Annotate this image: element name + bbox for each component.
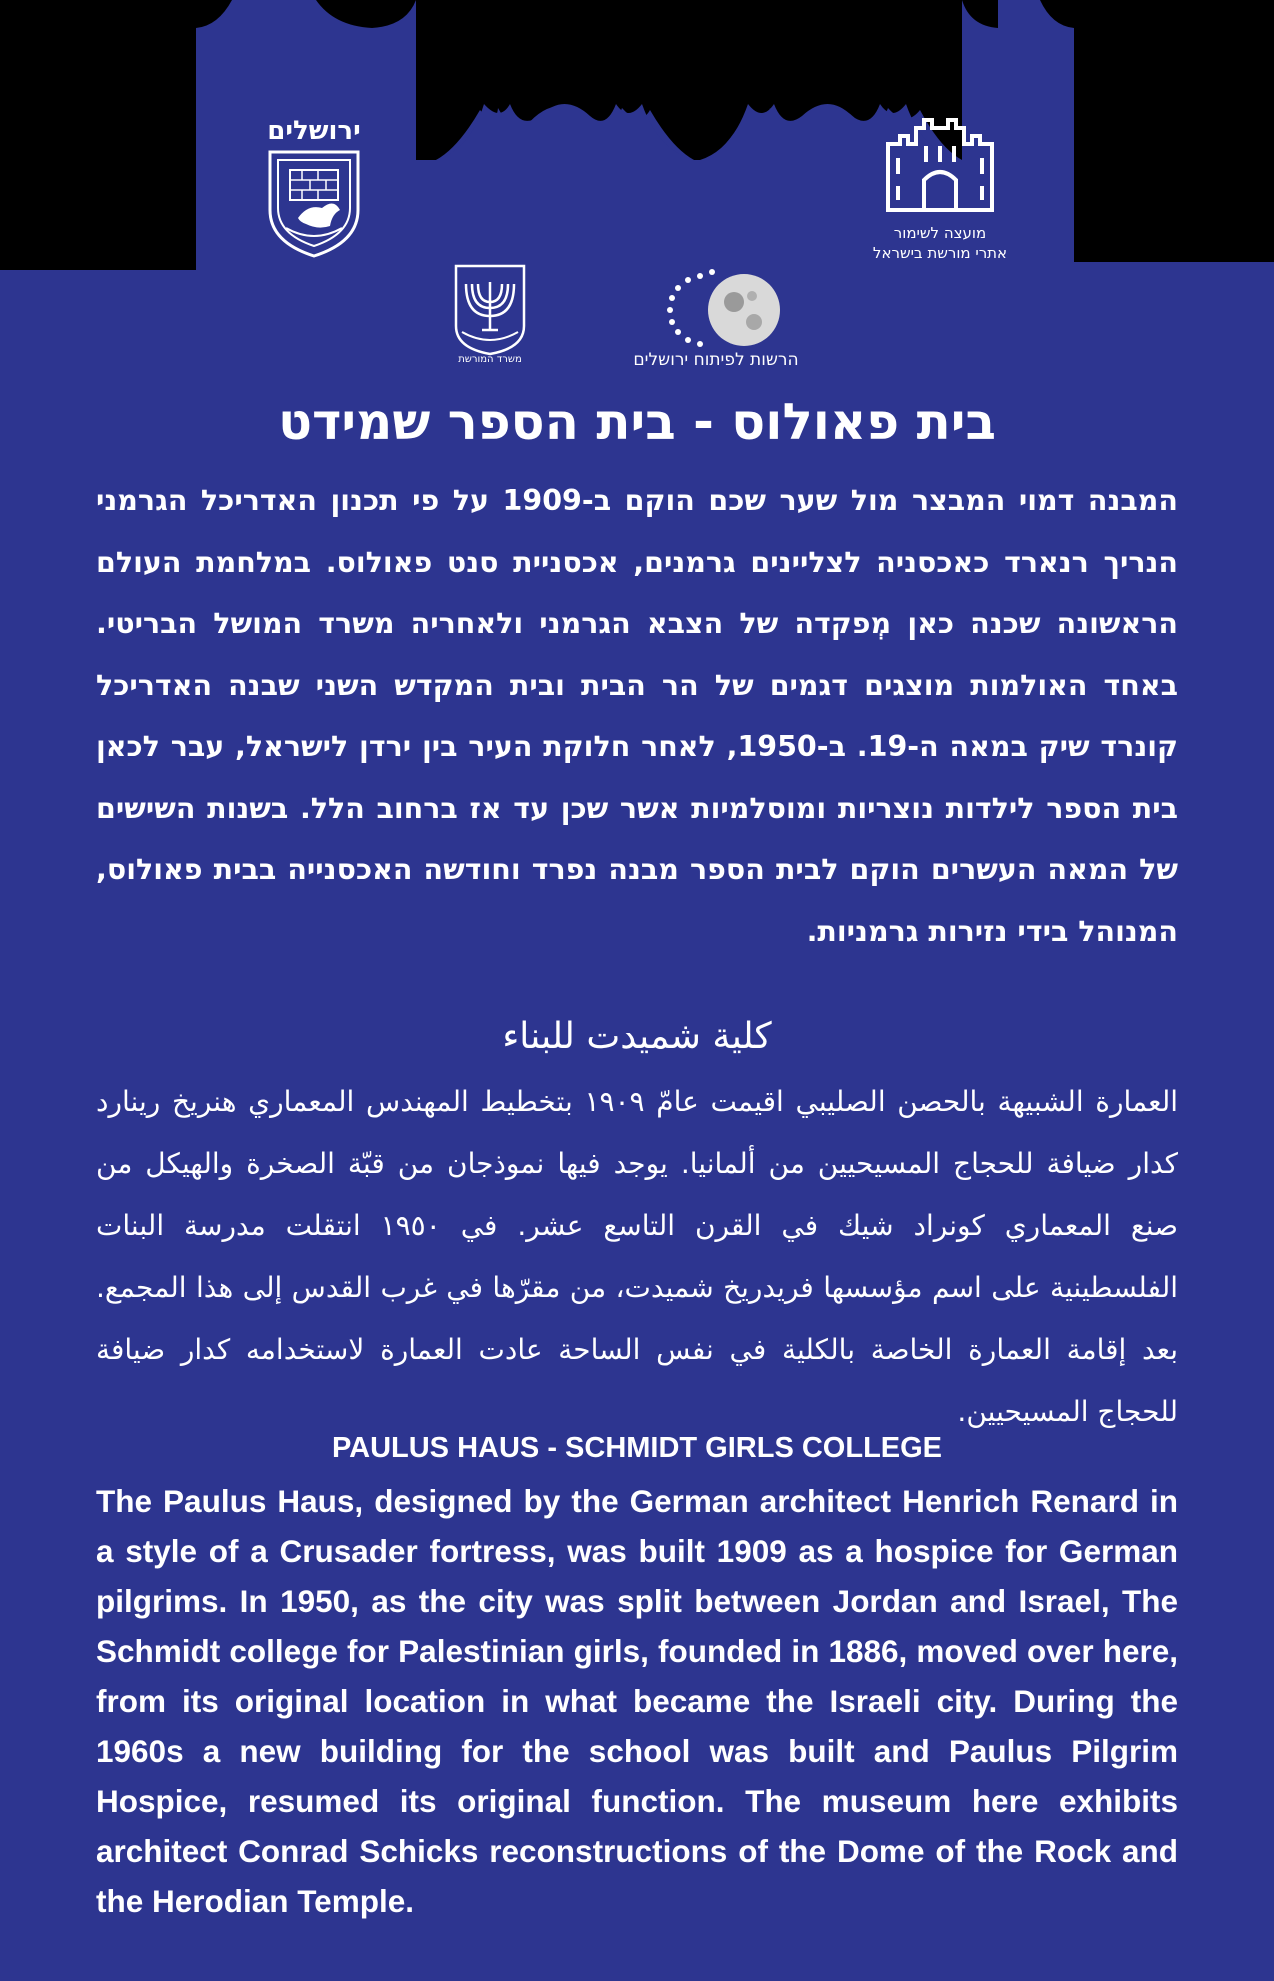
jerusalem-dev-logo <box>633 266 799 370</box>
crenellated-top-edge <box>0 0 1274 275</box>
english-body: The Paulus Haus, designed by the German architect Henrich Renard in a style of a Crusader fortress, was built 1909 as a hospice for German pilgrims. In 1950, as the city was split between Jordan and Israel, The Schmidt college for Palestinian girls, founded in 1886, moved over here, from its original location in what became the Israeli city. During the 1960s a new building for the school was built and Paulus Pilgrim Hospice, resumed its original function. The museum here exhibits architect Conrad Schicks reconstructions of the Dome of the Rock and the Herodian Temple. <box>96 1483 1178 1919</box>
heritage-building-icon <box>860 118 1020 216</box>
heritage-council-caption-2: אתרי מורשת בישראל <box>872 244 1008 262</box>
jerusalem-logo-text: ירושלים <box>267 116 361 146</box>
arabic-body: العمارة الشبيهة بالحصن الصليبي اقيمت عامّ ١٩٠٩ بتخطيط المهندس المعماري هنريخ رينارد كدار ضيافة للحجاج المسيحيين من ألمانيا. يوجد فيها نموذجان من قبّة الصخرة والهيكل من صنع المعماري كونراد شيك في القرن التاسع عشر. في ١٩٥٠ انتقلت مدرسة البنات الفلسطينية على اسم مؤسسها فريدريخ شميدت، من مقرّها في غرب القدس إلى هذا المجمع. بعد إقامة العمارة الخاصة بالكلية في نفس الساحة عادت العمارة لاستخدامه كدار ضيافة للحجاج المسيحيين. <box>96 1085 1179 1428</box>
hebrew-body: המבנה דמוי המבצר מול שער שכם הוקם ב-1909 על פי תכנון האדריכל הגרמני הנריך רנארד כאכסניה לצליינים גרמנים, אכסניית סנט פאולוס. במלחמת העולם הראשונה שכנה כאן מְפקדה של הצבא הגרמני ולאחריה משרד המושל הבריטי. באחד האולמות מוצגים דגמים של הר הבית ובית המקדש השני שבנה האדריכל קונרד שיק במאה ה-19. ב-1950, לאחר חלוקת העיר בין ירדן לישראל, עבר לכאן בית הספר לילדות נוצריות ומוסלמיות אשר שכן עד אז ברחוב הלל. בשנות השישים של המאה העשרים הוקם לבית הספר מבנה נפרד וחודשה האכסנייה בבית פאולוס, המנוהל בידי נזירות גרמניות. <box>96 484 1179 948</box>
menorah-emblem-icon <box>452 262 528 356</box>
heritage-council-logo <box>860 118 1020 262</box>
heritage-ministry-logo <box>452 262 528 365</box>
jerusalem-dev-caption: הרשות לפיתוח ירושלים <box>633 350 799 370</box>
english-title: PAULUS HAUS - SCHMIDT GIRLS COLLEGE <box>331 1432 943 1464</box>
hebrew-title: בית פאולוס - בית הספר שמידט <box>278 393 996 451</box>
heritage-ministry-caption: משרד המורשת <box>458 354 522 365</box>
arabic-title: كلية شميدت للبناء <box>502 1016 772 1057</box>
heritage-council-caption-1: מועצה לשימור <box>893 224 987 242</box>
jerusalem-logo <box>262 118 366 260</box>
dotted-circle-globe-icon <box>640 266 790 352</box>
